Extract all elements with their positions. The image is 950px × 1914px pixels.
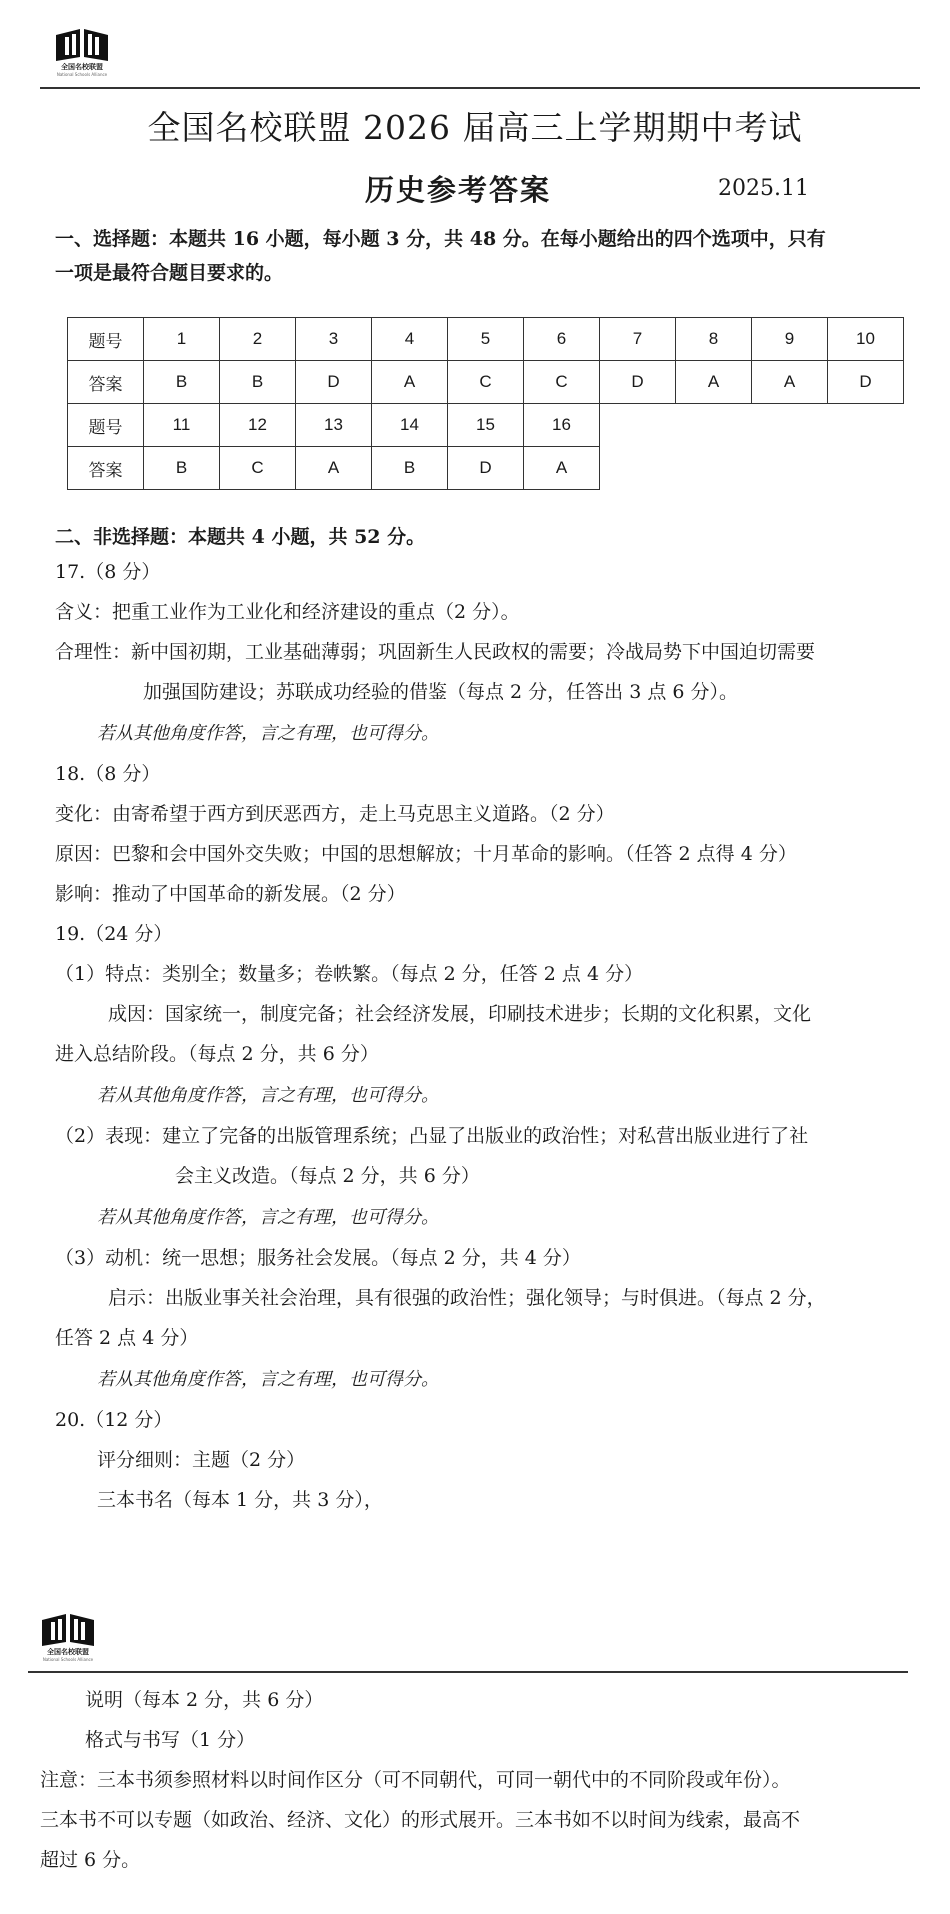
q20-notice-3: 超过 6 分。 (40, 1849, 141, 1871)
q17-num: 17.（8 分） (55, 561, 161, 583)
answer-cell: B (372, 447, 448, 490)
answer-cell: C (448, 361, 524, 404)
logo-page2 (38, 1610, 98, 1662)
q19-part2-1: （2）表现：建立了完备的出版管理系统；凸显了出版业的政治性；对私营出版业进行了社 (55, 1125, 809, 1147)
q17-note: 若从其他角度作答，言之有理，也可得分。 (97, 723, 439, 744)
q17-reason-1: 合理性：新中国初期，工业基础薄弱；巩固新生人民政权的需要；冷战局势下中国迫切需要 (55, 641, 816, 663)
q17-reason-2: 加强国防建设；苏联成功经验的借鉴（每点 2 分，任答出 3 点 6 分）。 (143, 681, 739, 703)
answer-cell: A (524, 447, 600, 490)
q19-cause-1: 成因：国家统一，制度完备；社会经济发展，印刷技术进步；长期的文化积累，文化 (108, 1003, 812, 1025)
section2-heading: 二、非选择题：本题共 4 小题，共 52 分。 (55, 526, 426, 548)
book-logo-icon (52, 25, 112, 61)
q-num: 9 (752, 318, 828, 361)
q19-insight-2: 任答 2 点 4 分） (55, 1327, 199, 1349)
logo-name: 全国名校联盟 (61, 63, 103, 71)
answer-cell: D (600, 361, 676, 404)
a-label: 答案 (68, 447, 144, 490)
answer-cell: D (296, 361, 372, 404)
q-num: 11 (144, 404, 220, 447)
q20-notice-2: 三本书不可以专题（如政治、经济、文化）的形式展开。三本书如不以时间为线索，最高不 (40, 1809, 801, 1831)
answer-cell: B (220, 361, 296, 404)
q20-books: 三本书名（每本 1 分，共 3 分）， (97, 1489, 383, 1511)
section1-line2: 一项是最符合题目要求的。 (55, 262, 284, 284)
q20-rule: 评分细则：主题（2 分） (97, 1449, 306, 1471)
answer-cell: C (220, 447, 296, 490)
answer-cell: A (676, 361, 752, 404)
q19-note-3: 若从其他角度作答，言之有理，也可得分。 (97, 1369, 439, 1390)
answer-table (67, 317, 904, 490)
table-row (68, 361, 904, 404)
answer-cell: A (372, 361, 448, 404)
logo-name: 全国名校联盟 (47, 1648, 89, 1656)
q-num: 2 (220, 318, 296, 361)
page-subtitle: 历史参考答案 (365, 173, 552, 207)
answer-cell: B (144, 361, 220, 404)
header-rule-page2 (28, 1671, 908, 1673)
table-row (68, 318, 904, 361)
q19-num: 19.（24 分） (55, 923, 173, 945)
q18-cause: 原因：巴黎和会中国外交失败；中国的思想解放；十月革命的影响。（任答 2 点得 4 分） (55, 843, 797, 865)
q-num: 6 (524, 318, 600, 361)
q19-insight-1: 启示：出版业事关社会治理，具有很强的政治性；强化领导；与时俱进。（每点 2 分， (108, 1287, 826, 1309)
q-num: 5 (448, 318, 524, 361)
answer-cell: A (296, 447, 372, 490)
q19-note-1: 若从其他角度作答，言之有理，也可得分。 (97, 1085, 439, 1106)
answer-cell: D (448, 447, 524, 490)
logo-sub: National Schools Alliance (56, 72, 108, 77)
table-row (68, 447, 904, 490)
q-num: 4 (372, 318, 448, 361)
q-num: 13 (296, 404, 372, 447)
q19-part1: （1）特点：类别全；数量多；卷帙繁。（每点 2 分，任答 2 点 4 分） (55, 963, 644, 985)
q18-change: 变化：由寄希望于西方到厌恶西方，走上马克思主义道路。（2 分） (55, 803, 615, 825)
answer-cell: A (752, 361, 828, 404)
logo (52, 25, 112, 77)
q-label: 题号 (68, 318, 144, 361)
q-num: 16 (524, 404, 600, 447)
answer-cell: B (144, 447, 220, 490)
q-label: 题号 (68, 404, 144, 447)
q-num: 7 (600, 318, 676, 361)
q-num: 14 (372, 404, 448, 447)
q20-format: 格式与书写（1 分） (85, 1729, 256, 1751)
q-num: 15 (448, 404, 524, 447)
q19-part2-2: 会主义改造。（每点 2 分，共 6 分） (175, 1165, 480, 1187)
q18-num: 18.（8 分） (55, 763, 161, 785)
q20-notice-1: 注意：三本书须参照材料以时间作区分（可不同朝代，可同一朝代中的不同阶段或年份）。 (40, 1769, 791, 1791)
exam-date: 2025.11 (718, 176, 809, 201)
q19-part3: （3）动机：统一思想；服务社会发展。（每点 2 分，共 4 分） (55, 1247, 581, 1269)
q-num: 10 (828, 318, 904, 361)
q20-explain: 说明（每本 2 分，共 6 分） (85, 1689, 324, 1711)
book-logo-icon (38, 1610, 98, 1646)
logo-sub: National Schools Alliance (42, 1657, 94, 1662)
answer-cell: C (524, 361, 600, 404)
q17-meaning: 含义：把重工业作为工业化和经济建设的重点（2 分）。 (55, 601, 520, 623)
section1-line1: 一、选择题：本题共 16 小题，每小题 3 分，共 48 分。在每小题给出的四个选项中，只有 (55, 228, 826, 250)
q-num: 3 (296, 318, 372, 361)
q-num: 1 (144, 318, 220, 361)
q19-note-2: 若从其他角度作答，言之有理，也可得分。 (97, 1207, 439, 1228)
page-title: 全国名校联盟 2026 届高三上学期期中考试 (147, 108, 803, 147)
q-num: 12 (220, 404, 296, 447)
a-label: 答案 (68, 361, 144, 404)
table-row (68, 404, 904, 447)
header-rule (40, 87, 920, 89)
q19-cause-2: 进入总结阶段。（每点 2 分，共 6 分） (55, 1043, 379, 1065)
q18-impact: 影响：推动了中国革命的新发展。（2 分） (55, 883, 406, 905)
q20-num: 20.（12 分） (55, 1409, 173, 1431)
q-num: 8 (676, 318, 752, 361)
answer-cell: D (828, 361, 904, 404)
